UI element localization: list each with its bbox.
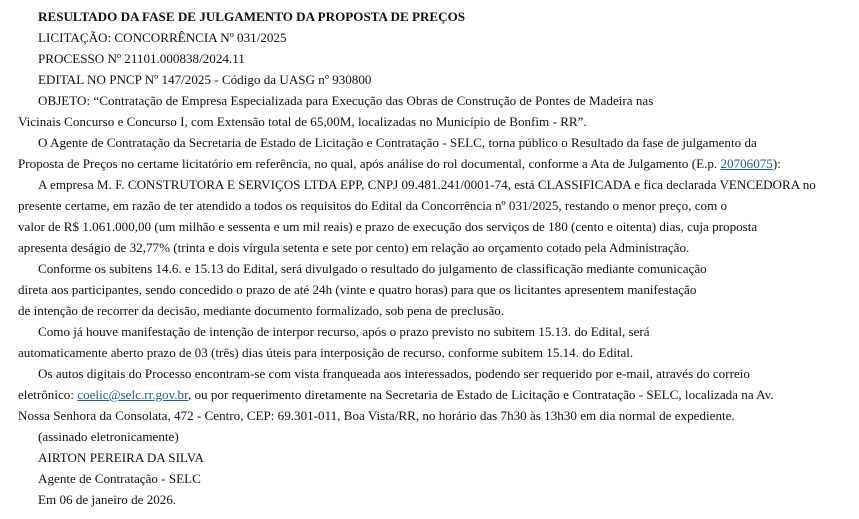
paragraph-2-line-3: valor de R$ 1.061.000,00 (um milhão e sessenta e um mil reais) e prazo de execução dos serviços de 180 (cento e oitenta) dias, cuja proposta	[18, 219, 758, 234]
objeto-line-2: Vicinais Concurso e Concurso I, com Extensão total de 65,00M, localizadas no Município de Bonfim - RR”.	[18, 114, 587, 129]
processo-line: PROCESSO Nº 21101.000838/2024.11	[38, 51, 245, 66]
signature-date: Em 06 de janeiro de 2026.	[38, 492, 177, 507]
paragraph-3-line-2: direta aos participantes, sendo concedido o prazo de até 24h (vinte e quatro horas) para que os licitantes apresentem manifestação	[18, 282, 697, 297]
objeto-line-1: OBJETO: “Contratação de Empresa Especializada para Execução das Obras de Construção de Pontes de Madeira nas	[38, 93, 654, 108]
signature-name: AIRTON PEREIRA DA SILVA	[38, 450, 204, 465]
licitacao-line: LICITAÇÃO: CONCORRÊNCIA Nº 031/2025	[38, 30, 287, 45]
paragraph-3-line-1: Conforme os subitens 14.6. e 15.13 do Edital, será divulgado o resultado do julgamento de classificação mediante comunicação	[38, 261, 707, 276]
paragraph-5-line-1: Os autos digitais do Processo encontram-se com vista franqueada aos interessados, podendo ser requerido por e-mail, através do correio	[38, 366, 750, 381]
document-title: RESULTADO DA FASE DE JULGAMENTO DA PROPOSTA DE PREÇOS	[38, 9, 466, 24]
paragraph-1-line-1: O Agente de Contratação da Secretaria de Estado de Licitação e Contratação - SELC, torna público o Resultado da fase de julgamento da	[38, 135, 757, 150]
paragraph-1-line-2	[18, 156, 781, 172]
edital-line: EDITAL NO PNCP Nº 147/2025 - Código da UASG nº 930800	[38, 72, 372, 87]
paragraph-2-line-2: presente certame, em razão de ter atendido a todos os requisitos do Edital da Concorrência nº 031/2025, restando o menor preço, com o	[18, 198, 728, 213]
paragraph-2-line-1: A empresa M. F. CONSTRUTORA E SERVIÇOS LTDA EPP, CNPJ 09.481.241/0001-74, está CLASSIFICADA e fica declarada VENCEDORA no	[38, 177, 816, 192]
paragraph-5-text-after-email: , ou por requerimento diretamente na Secretaria de Estado de Licitação e Contratação - SELC, localizada na Av.	[187, 387, 774, 402]
paragraph-5-text-before-email: eletrônico:	[18, 387, 78, 402]
paragraph-2-line-4: apresenta deságio de 32,77% (trinta e dois vírgula setenta e sete por cento) em relação ao orçamento cotado pela Administração.	[18, 240, 690, 255]
paragraph-1-text-after-link: ):	[772, 156, 781, 171]
paragraph-1-text-before-link: Proposta de Preços no certame licitatório em referência, no qual, após análise do rol documental, conforme a Ata de Julgamento (E.p.	[18, 156, 721, 171]
ata-julgamento-link[interactable]: 20706075	[720, 156, 773, 171]
email-link[interactable]: coelic@selc.rr.gov.br	[77, 387, 188, 402]
signature-note: (assinado eletronicamente)	[38, 429, 179, 444]
paragraph-3-line-3: de intenção de recorrer da decisão, mediante documento formalizado, sob pena de preclusão.	[18, 303, 505, 318]
paragraph-5-line-2	[18, 387, 774, 403]
paragraph-5-line-3: Nossa Senhora da Consolata, 472 - Centro, CEP: 69.301-011, Boa Vista/RR, no horário das 7h30 às 13h30 em dia normal de expediente.	[18, 408, 735, 423]
paragraph-4-line-1: Como já houve manifestação de intenção de interpor recurso, após o prazo previsto no subitem 15.13. do Edital, será	[38, 324, 650, 339]
paragraph-4-line-2: automaticamente aberto prazo de 03 (três) dias úteis para interposição de recurso, conforme subitem 15.14. do Edital.	[18, 345, 634, 360]
signature-role: Agente de Contratação - SELC	[38, 471, 201, 486]
